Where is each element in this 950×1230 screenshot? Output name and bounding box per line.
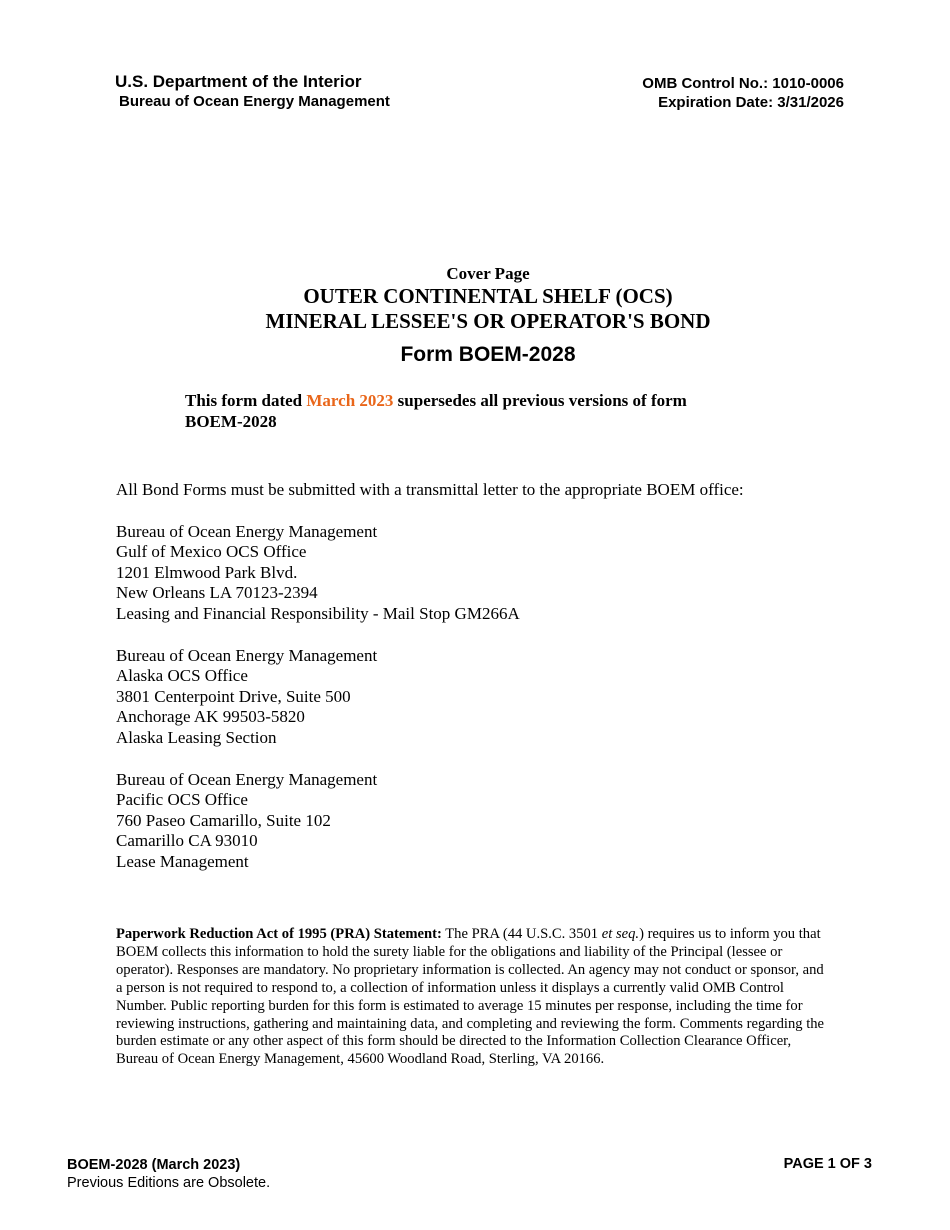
intro-text: All Bond Forms must be submitted with a transmittal letter to the appropriate BOEM office:: [116, 480, 744, 499]
address-line: New Orleans LA 70123-2394: [116, 583, 318, 603]
office-address-alaska: [116, 646, 836, 749]
address-line: Bureau of Ocean Energy Management: [116, 645, 378, 665]
footer-edition: [67, 1157, 270, 1192]
submission-instructions: [116, 480, 836, 873]
bureau-name: Bureau of Ocean Energy Management: [119, 93, 390, 110]
address-line: 1201 Elmwood Park Blvd.: [116, 562, 298, 582]
pra-statement: [116, 926, 828, 1069]
form-number: Form BOEM-2028: [400, 343, 576, 366]
form-edition: BOEM-2028 (March 2023): [67, 1157, 241, 1173]
pra-text-after: ) requires us to inform you that BOEM collects this information to hold the surety liable for the obligations and liability of the Principal (lessee or operator). Responses are mandatory. No proprietary information is collected. An agency may not conduct or sponsor, and a person is not required to respond to, a collection of information unless it displays a currently valid OMB Control Number. Public reporting burden for this form is estimated to average 15 minutes per response, including the time for reviewing instructions, gathering and maintaining data, and completing and reviewing the form. Comments regarding the burden estimate or any other aspect of this form should be directed to the Information Collection Clearance Officer, Bureau of Ocean Energy Management, 45600 Woodland Road, Sterling, VA 20166.: [116, 926, 825, 1068]
supersede-notice: [185, 390, 715, 432]
omb-header: [642, 74, 844, 112]
address-line: Alaska Leasing Section: [116, 727, 277, 747]
address-line: 760 Paseo Camarillo, Suite 102: [116, 810, 331, 830]
department-name: U.S. Department of the Interior: [115, 72, 362, 91]
pra-text-before: The PRA (44 U.S.C. 3501: [441, 926, 602, 942]
address-line: Leasing and Financial Responsibility - Mail Stop GM266A: [116, 603, 520, 623]
address-line: Camarillo CA 93010: [116, 831, 258, 851]
address-line: Anchorage AK 99503-5820: [116, 707, 305, 727]
title-line-2: MINERAL LESSEE'S OR OPERATOR'S BOND: [265, 309, 711, 333]
office-address-gulf: [116, 522, 836, 625]
omb-control-number: OMB Control No.: 1010-0006: [642, 75, 844, 92]
page-number: PAGE 1 OF 3: [783, 1156, 872, 1172]
obsolete-note: Previous Editions are Obsolete.: [67, 1174, 271, 1191]
office-address-pacific: [116, 770, 836, 873]
cover-page-label: Cover Page: [446, 264, 530, 283]
address-line: Lease Management: [116, 851, 249, 871]
address-line: Alaska OCS Office: [116, 666, 248, 686]
expiration-date: Expiration Date: 3/31/2026: [658, 94, 844, 111]
address-line: Bureau of Ocean Energy Management: [116, 521, 378, 541]
supersede-date: March 2023: [306, 391, 394, 410]
address-line: Bureau of Ocean Energy Management: [116, 769, 378, 789]
pra-italic: et seq.: [601, 926, 640, 942]
address-line: Gulf of Mexico OCS Office: [116, 542, 307, 562]
supersede-suffix: supersedes all previous versions of form BOEM-2028: [185, 391, 687, 431]
supersede-prefix: This form dated: [185, 391, 307, 410]
title-line-1: OUTER CONTINENTAL SHELF (OCS): [303, 284, 673, 308]
address-line: 3801 Centerpoint Drive, Suite 500: [116, 686, 351, 706]
title-block: [0, 263, 950, 368]
address-line: Pacific OCS Office: [116, 790, 248, 810]
agency-header: [115, 72, 390, 111]
pra-heading: Paperwork Reduction Act of 1995 (PRA) Statement:: [116, 926, 442, 942]
